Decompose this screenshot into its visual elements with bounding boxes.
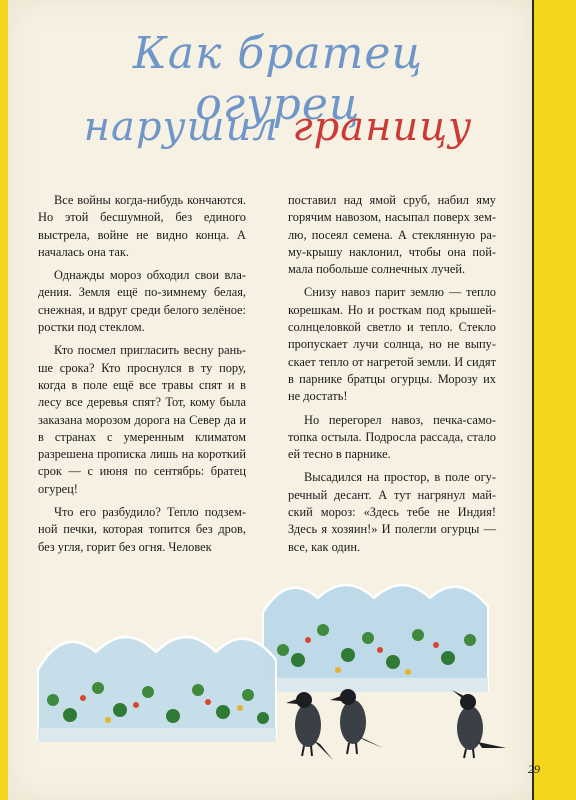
text-column-right bbox=[288, 192, 496, 562]
paragraph: Снизу навоз парит землю — тепло корешкам. Но и росткам под крышей-солнцеловкой светло и тепло. Стекло пропускает лучи солнца, но не выпускает тепло от нагретой земли. И сидят в парнике братцы огурцы. Морозу их не достать! bbox=[288, 285, 496, 404]
greenhouse-back bbox=[263, 585, 488, 692]
title-word-blue: нарушил bbox=[83, 104, 279, 150]
crow-icon bbox=[330, 689, 383, 754]
title-line-1: Как братец огурец bbox=[132, 28, 424, 130]
title-line-2 bbox=[68, 104, 488, 150]
paragraph: Кто посмел пригласить весну раньше срока? Кто проснулся в ту пору, когда в поле ещё все травы спят и в лесу все деревья спят? Тот, кому была заказана морозом дорога на Север да и в странах с умеренным климатом разрешена прописка лишь на короткий срок — с июня по сентябрь: братец огурец! bbox=[38, 343, 246, 496]
paragraph: Однажды мороз обходил свои владения. Земля ещё по-зимнему белая, снежная, и вдруг среди белого зелёное: ростки под стеклом. bbox=[38, 268, 246, 335]
title-word-red: границу bbox=[292, 104, 473, 150]
paragraph: Все войны когда-нибудь кончаются. Но этой бесшумной, без единого выстрела, войне не видно конца. А началась она так. bbox=[38, 193, 246, 259]
paragraph: поставил над ямой сруб, набил яму горячим навозом, насыпал поверх землю, посеял семена. А стеклянную раму-крышу наклонил, чтобы она поймала побольше солнечных лучей. bbox=[288, 193, 496, 277]
greenhouse-illustration bbox=[8, 560, 532, 800]
book-page bbox=[8, 0, 534, 800]
crow-icon bbox=[452, 690, 506, 758]
paragraph: Но перегорел навоз, печка-самотопка остыла. Подросла рассада, стало ей тесно в парнике. bbox=[288, 412, 496, 462]
page-number: 29 bbox=[528, 762, 540, 776]
crow-icon bbox=[286, 692, 333, 760]
paragraph: Что его разбудило? Тепло подземной печки, которая топится без дров, без угля, горит без огня. Человек bbox=[38, 505, 246, 554]
paragraph: Высадился на простор, в поле огуречный десант. А тут нагрянул майский мороз: «Здесь тебе не Индия! Здесь я хозяин!» И полегли огурцы — все, как один. bbox=[288, 470, 496, 554]
text-column-left bbox=[38, 192, 246, 562]
greenhouse-front bbox=[38, 637, 276, 742]
